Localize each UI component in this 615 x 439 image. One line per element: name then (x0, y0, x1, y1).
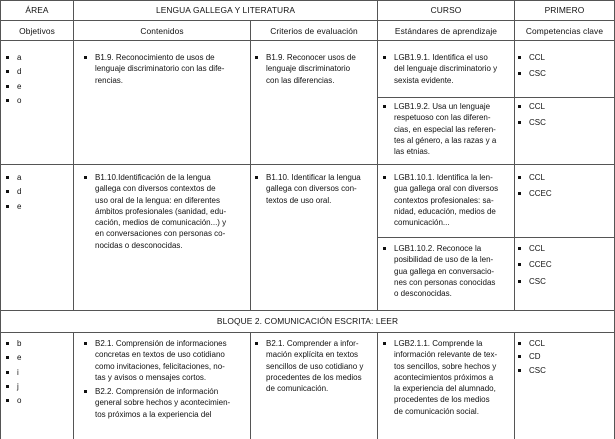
text-line: LGB1.9.2. Usa un lenguaje (394, 102, 491, 111)
text-line: comunicación... (394, 218, 450, 228)
list-item (84, 386, 230, 420)
col-line-3b (377, 332, 378, 439)
list-item: d (6, 66, 21, 77)
text-line: LGB2.1.1. Comprende la (394, 339, 483, 348)
list-item (383, 101, 496, 157)
block-divider (0, 332, 615, 333)
text-line: concretas en textos de uso cotidiano (95, 350, 225, 360)
text-line: gua gallega oral con diversos (394, 184, 499, 194)
list-item (84, 172, 226, 251)
row1-standard-1 (383, 52, 497, 86)
text-line: B2.1. Comprender a infor- (266, 339, 359, 348)
row2-objectives (6, 172, 21, 215)
text-line: de comunicación. (266, 384, 329, 394)
header-area: ÁREA (25, 5, 49, 15)
text-line: cias, en especial las referen- (394, 124, 496, 134)
text-line: nocidas o desconocidas. (95, 240, 183, 250)
list-item: CCEC (518, 259, 552, 270)
text-line: B2.2. Comprensión de información (95, 387, 219, 397)
col-line-2 (250, 20, 251, 310)
row2-competences-1 (518, 172, 552, 205)
text-line: las etnias. (394, 147, 431, 157)
text-line: sencillos de uso cotidiano y (266, 361, 364, 371)
list-item: e (6, 352, 21, 363)
row3-objectives (6, 338, 21, 409)
column-header-criteria: Criterios de evaluación (270, 26, 358, 36)
list-item: o (6, 395, 21, 406)
text-line: B1.9. Reconocer usos de (266, 53, 356, 62)
col-line-2b (250, 332, 251, 439)
list-item (383, 172, 498, 228)
text-line: LGB1.9.1. Identifica el uso (394, 53, 488, 62)
text-line: del lenguaje discriminatorio y (394, 64, 498, 74)
text-line: textos de uso oral. (266, 195, 332, 205)
text-line: o desconocidas. (394, 289, 452, 299)
column-header-contents: Contenidos (140, 26, 184, 36)
list-item: CCL (518, 338, 546, 349)
text-line: en conversaciones con personas co- (95, 229, 226, 239)
list-item (383, 338, 497, 417)
header-subject: LENGUA GALLEGA Y LITERATURA (155, 5, 296, 15)
col-line-1b (73, 332, 74, 439)
header-course: CURSO (430, 5, 462, 15)
list-item: CSC (518, 276, 552, 287)
standard-divider-1 (377, 97, 615, 98)
table-border-top (0, 0, 615, 1)
list-item: CD (518, 351, 546, 362)
row1-competences-2 (518, 101, 546, 134)
text-line: de comunicación social. (394, 406, 479, 416)
row2-standard-1 (383, 172, 498, 228)
text-line: nidad, educación, medios de (394, 206, 496, 216)
text-line: procedentes de los medios (394, 395, 490, 405)
row3-standard-1 (383, 338, 497, 417)
text-line: como invitaciones, felicitaciones, no- (95, 361, 225, 371)
text-line: información relevante de tex- (394, 350, 498, 360)
list-item: CCEC (518, 188, 552, 199)
table-border-left (0, 0, 1, 439)
row1-standard-2 (383, 101, 496, 157)
row3-content (84, 338, 230, 420)
text-line: uso oral de la lengua: en diferentes (95, 195, 220, 205)
list-item: CCL (518, 172, 552, 183)
text-line: B1.10. Identificar la lengua (266, 173, 361, 182)
row2-content (84, 172, 226, 251)
row-divider-2 (0, 310, 615, 311)
column-header-divider (0, 40, 615, 41)
text-line: B1.9. Reconocimiento de usos de (95, 53, 215, 62)
standard-divider-2 (377, 237, 615, 238)
list-item: a (6, 172, 21, 183)
text-line: con las diferencias. (266, 75, 335, 85)
text-line: procedentes de los medios (266, 372, 362, 382)
text-line: posibilidad de uso de la len- (394, 255, 494, 265)
text-line: tes al género, a las razas y a (394, 135, 497, 145)
list-item (255, 52, 356, 86)
row-divider-1 (0, 164, 615, 165)
text-line: B1.10.Identificación de la lengua (95, 173, 211, 182)
text-line: contextos profesionales: sa- (394, 195, 494, 205)
text-line: cación, medios de comunicación...) y (95, 218, 227, 228)
list-item (255, 338, 363, 394)
row1-criteria (255, 52, 356, 86)
list-item: i (6, 367, 21, 378)
list-item (255, 172, 361, 206)
text-line: tas y avisos o mensajes cortos. (95, 372, 207, 382)
text-line: rencias. (95, 75, 124, 85)
column-header-competences: Competencias clave (525, 26, 604, 36)
text-line: la experiencia del alumnado, (394, 384, 496, 394)
list-item: b (6, 338, 21, 349)
column-header-objectives: Objetivos (19, 26, 55, 36)
text-line: acontecimientos próximos a (394, 372, 494, 382)
list-item: CCL (518, 101, 546, 112)
text-line: gua gallega en conversacio- (394, 266, 495, 276)
list-item (383, 243, 495, 299)
column-header-standards: Estándares de aprendizaje (394, 26, 498, 36)
text-line: sexista evidente. (394, 75, 454, 85)
header-level: PRIMERO (544, 5, 585, 15)
row3-criteria (255, 338, 363, 394)
list-item: CCL (518, 243, 552, 254)
text-line: lenguaje discriminatorio con las dife- (95, 64, 225, 74)
list-item: d (6, 186, 21, 197)
text-line: LGB1.10.1. Identifica la len- (394, 173, 493, 182)
row1-competences-1 (518, 52, 546, 85)
row1-content (84, 52, 224, 86)
block-title: BLOQUE 2. COMUNICACIÓN ESCRITA: LEER (216, 316, 399, 326)
text-line: general sobre hechos y acontecimien- (95, 398, 231, 408)
list-item: e (6, 201, 21, 212)
col-line-4b (514, 332, 515, 439)
row3-competences (518, 338, 546, 376)
col-line-3 (377, 0, 378, 310)
text-line: gallega con diversos con- (266, 184, 357, 194)
text-line: respetuoso con las diferen- (394, 113, 491, 123)
text-line: B2.1. Comprensión de informaciones (95, 339, 227, 348)
list-item: e (6, 81, 21, 92)
text-line: mación explícita en textos (266, 350, 359, 360)
row2-criteria (255, 172, 361, 206)
text-line: tos sencillos, sobre hechos y (394, 361, 497, 371)
list-item (383, 52, 497, 86)
list-item (84, 52, 224, 86)
list-item: CCL (518, 52, 546, 63)
list-item: j (6, 381, 21, 392)
header-divider (0, 20, 615, 21)
list-item: a (6, 52, 21, 63)
row2-standard-2 (383, 243, 495, 299)
text-line: LGB1.10.2. Reconoce la (394, 244, 482, 253)
list-item: CSC (518, 365, 546, 376)
text-line: tos próximos a la experiencia del (95, 409, 212, 419)
text-line: gallega con diversos contextos de (95, 184, 216, 194)
col-line-1 (73, 0, 74, 310)
list-item (84, 338, 230, 383)
list-item: CSC (518, 68, 546, 79)
row2-competences-2 (518, 243, 552, 292)
list-item: CSC (518, 117, 546, 128)
list-item: o (6, 95, 21, 106)
row1-objectives (6, 52, 21, 109)
col-line-4 (514, 0, 515, 310)
text-line: lenguaje discriminatorio (266, 64, 351, 74)
text-line: nes con personas conocidas (394, 277, 496, 287)
text-line: ámbitos profesionales (sanidad, edu- (95, 206, 227, 216)
